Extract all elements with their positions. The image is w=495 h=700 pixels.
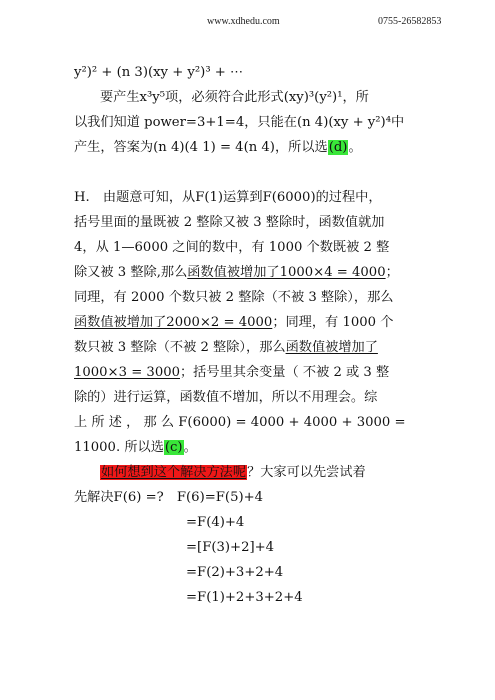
text-line-16 xyxy=(74,460,424,485)
text-segment: 11000. 所以选 xyxy=(74,440,164,455)
text-line-3: 以我们知道 power=3+1=4，只能在(n 4)(xy + y²)⁴中 xyxy=(74,115,405,130)
header-website: www.xdhedu.com xyxy=(207,16,280,27)
header-phone: 0755-26582853 xyxy=(378,16,442,27)
text-segment: ；括号里其余变量（ 不被 2 或 3 整 xyxy=(180,365,390,380)
text-segment: 除又被 3 整除,那么 xyxy=(74,265,188,280)
text-line-12 xyxy=(74,360,424,385)
punctuation: ； xyxy=(385,265,399,280)
derivation-line-4: =F(1)+2+3+2+4 xyxy=(186,590,303,605)
text-line-2: 要产生x³y⁵项，必须符合此形式(xy)³(y²)¹，所 xyxy=(100,90,369,105)
text-line-13: 除的）进行运算，函数值不增加，所以不用理会。综 xyxy=(74,390,378,405)
answer-c-highlight: (c) xyxy=(164,440,183,455)
text-line-15 xyxy=(74,435,424,460)
underlined-result-3a: 函数值被增加了 xyxy=(285,340,378,355)
derivation-line-3: =F(2)+3+2+4 xyxy=(186,565,284,580)
question-highlight: 如何想到这个解决方法呢 xyxy=(101,465,247,480)
text-segment: ？大家可以先尝试着 xyxy=(247,465,366,480)
derivation-line-2: =[F(3)+2]+4 xyxy=(186,540,275,555)
punctuation: 。 xyxy=(183,440,197,455)
underlined-result-2: 函数值被增加了2000×2 = 4000 xyxy=(74,315,273,330)
punctuation: 。 xyxy=(348,140,362,155)
text-line-6: 括号里面的量既被 2 整除又被 3 整除时，函数值就加 xyxy=(74,215,385,230)
text-segment: ；同理，有 1000 个 xyxy=(272,315,394,330)
derivation-line-1: =F(4)+4 xyxy=(186,515,245,530)
text-line-10 xyxy=(74,310,424,335)
answer-d-highlight: (d) xyxy=(328,140,348,155)
text-line-5: H. 由题意可知，从F(1)运算到F(6000)的过程中， xyxy=(74,190,382,205)
text-line-9: 同理，有 2000 个数只被 2 整除（不被 3 整除），那么 xyxy=(74,290,394,305)
underlined-result-3b: 1000×3 = 3000 xyxy=(74,365,180,380)
text-line-17: 先解决F(6) =? F(6)=F(5)+4 xyxy=(74,490,264,505)
answer-text: 产生，答案为(n 4)(4 1) = 4(n 4)，所以选 xyxy=(74,140,328,155)
text-line-14: 上 所 述 ， 那 么 F(6000) = 4000 + 4000 + 3000 = xyxy=(74,415,406,430)
text-segment: 数只被 3 整除（不被 2 整除），那么 xyxy=(74,340,286,355)
text-line-8 xyxy=(74,260,424,285)
text-line-7: 4，从 1—6000 之间的数中，有 1000 个数既被 2 整 xyxy=(74,240,390,255)
underlined-result-1: 函数值被增加了1000×4 = 4000 xyxy=(187,265,386,280)
text-line-1: y²)² + (n 3)(xy + y²)³ + ⋯ xyxy=(74,65,244,80)
text-line-4 xyxy=(74,135,424,160)
document-body xyxy=(74,60,424,610)
text-line-11 xyxy=(74,335,424,360)
paragraph-gap xyxy=(74,160,424,185)
